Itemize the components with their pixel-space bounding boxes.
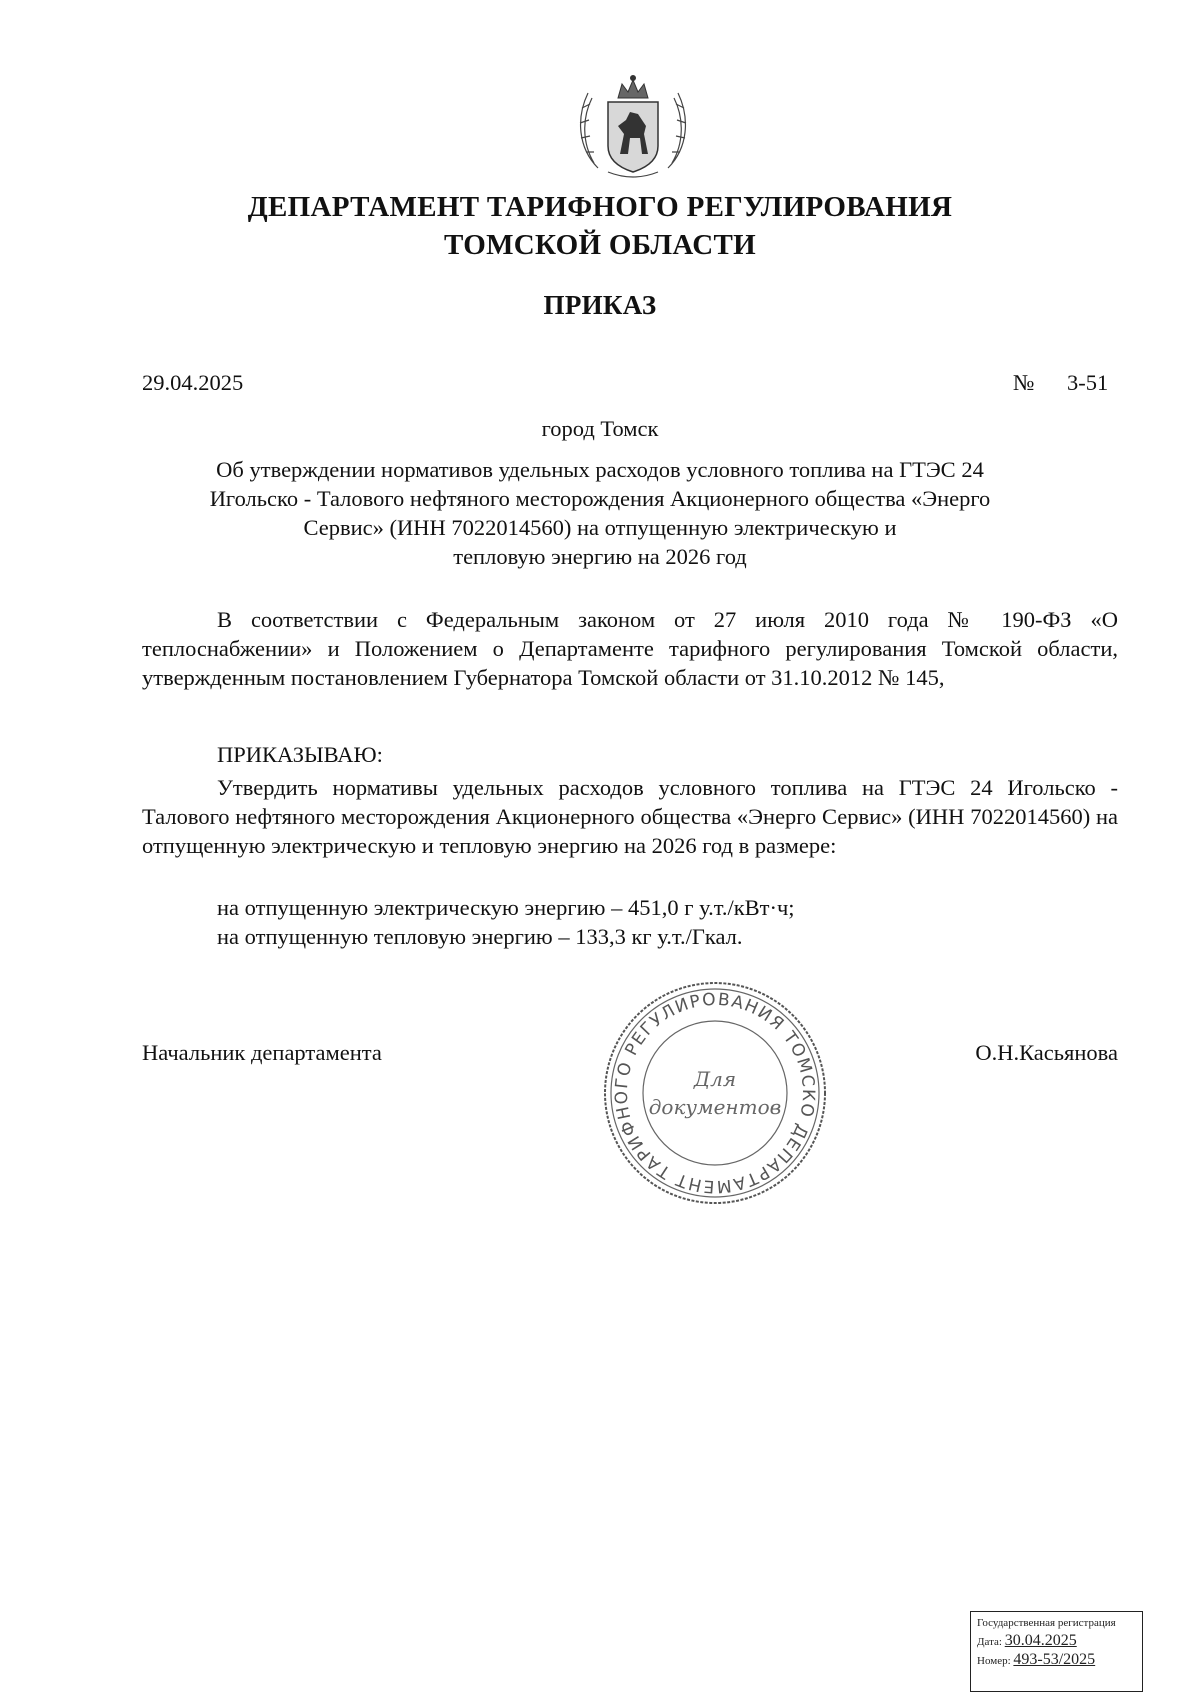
signatory-position: Начальник департамента	[142, 1040, 382, 1065]
stamp-center-line2: документов	[648, 1095, 782, 1119]
number-sign: №	[1013, 370, 1035, 395]
stamp-ring-text: ДЕПАРТАМЕНТ ТАРИФНОГО РЕГУЛИРОВАНИЯ ТОМСКОЙ	[611, 989, 819, 1197]
subject-line: Сервис» (ИНН 7022014560) на отпущенную электрическую и	[303, 515, 897, 540]
norm-item-heat: на отпущенную тепловую энергию – 133,3 кг у.т./Гкал.	[217, 924, 743, 949]
order-number: 3-51	[1067, 370, 1109, 395]
subject-line: Об утверждении нормативов удельных расходов условного топлива на ГТЭС 24	[216, 457, 984, 482]
registration-box	[970, 1611, 1143, 1692]
official-stamp	[600, 978, 830, 1208]
city: город Томск	[541, 416, 659, 441]
registration-number: 493-53/2025	[1013, 1651, 1096, 1668]
registration-date-label: Дата:	[977, 1636, 1002, 1648]
document-type: ПРИКАЗ	[543, 290, 657, 320]
registration-number-label: Номер:	[977, 1655, 1011, 1667]
subject-line: тепловую энергию на 2026 год	[453, 544, 747, 569]
order-subject	[100, 455, 1100, 571]
order-word: ПРИКАЗЫВАЮ:	[217, 742, 383, 767]
decision-paragraph: Утвердить нормативы удельных расходов условного топлива на ГТЭС 24 Игольско - Талового нефтяного месторождения Акционерного общества «Энерго Сервис» (ИНН 7022014560) на отпущенную электрическую и тепловую энергию на 2026 год в размере:	[142, 775, 1118, 858]
preamble-paragraph: В соответствии с Федеральным законом от 27 июля 2010 года № 190-ФЗ «О теплоснабжении» и Положением о Департаменте тарифного регулирования Томской области, утвержденным постановлением Губернатора Томской области от 31.10.2012 № 145,	[142, 607, 1118, 690]
org-title-line1: ДЕПАРТАМЕНТ ТАРИФНОГО РЕГУЛИРОВАНИЯ	[247, 191, 953, 223]
stamp-center-line1: Для	[693, 1067, 737, 1091]
signatory-name: О.Н.Касьянова	[975, 1040, 1118, 1065]
registration-title: Государственная регистрация	[977, 1617, 1116, 1629]
subject-line: Игольско - Талового нефтяного месторождения Акционерного общества «Энерго	[209, 486, 991, 511]
norm-item-electric: на отпущенную электрическую энергию – 451,0 г у.т./кВт·ч;	[217, 895, 795, 920]
order-date: 29.04.2025	[142, 370, 244, 395]
svg-text:ДЕПАРТАМЕНТ ТАРИФНОГО РЕГУЛИРО	[600, 978, 830, 1208]
org-title-line2: ТОМСКОЙ ОБЛАСТИ	[444, 229, 756, 261]
registration-date: 30.04.2025	[1004, 1632, 1077, 1649]
coat-of-arms-emblem	[568, 68, 698, 182]
